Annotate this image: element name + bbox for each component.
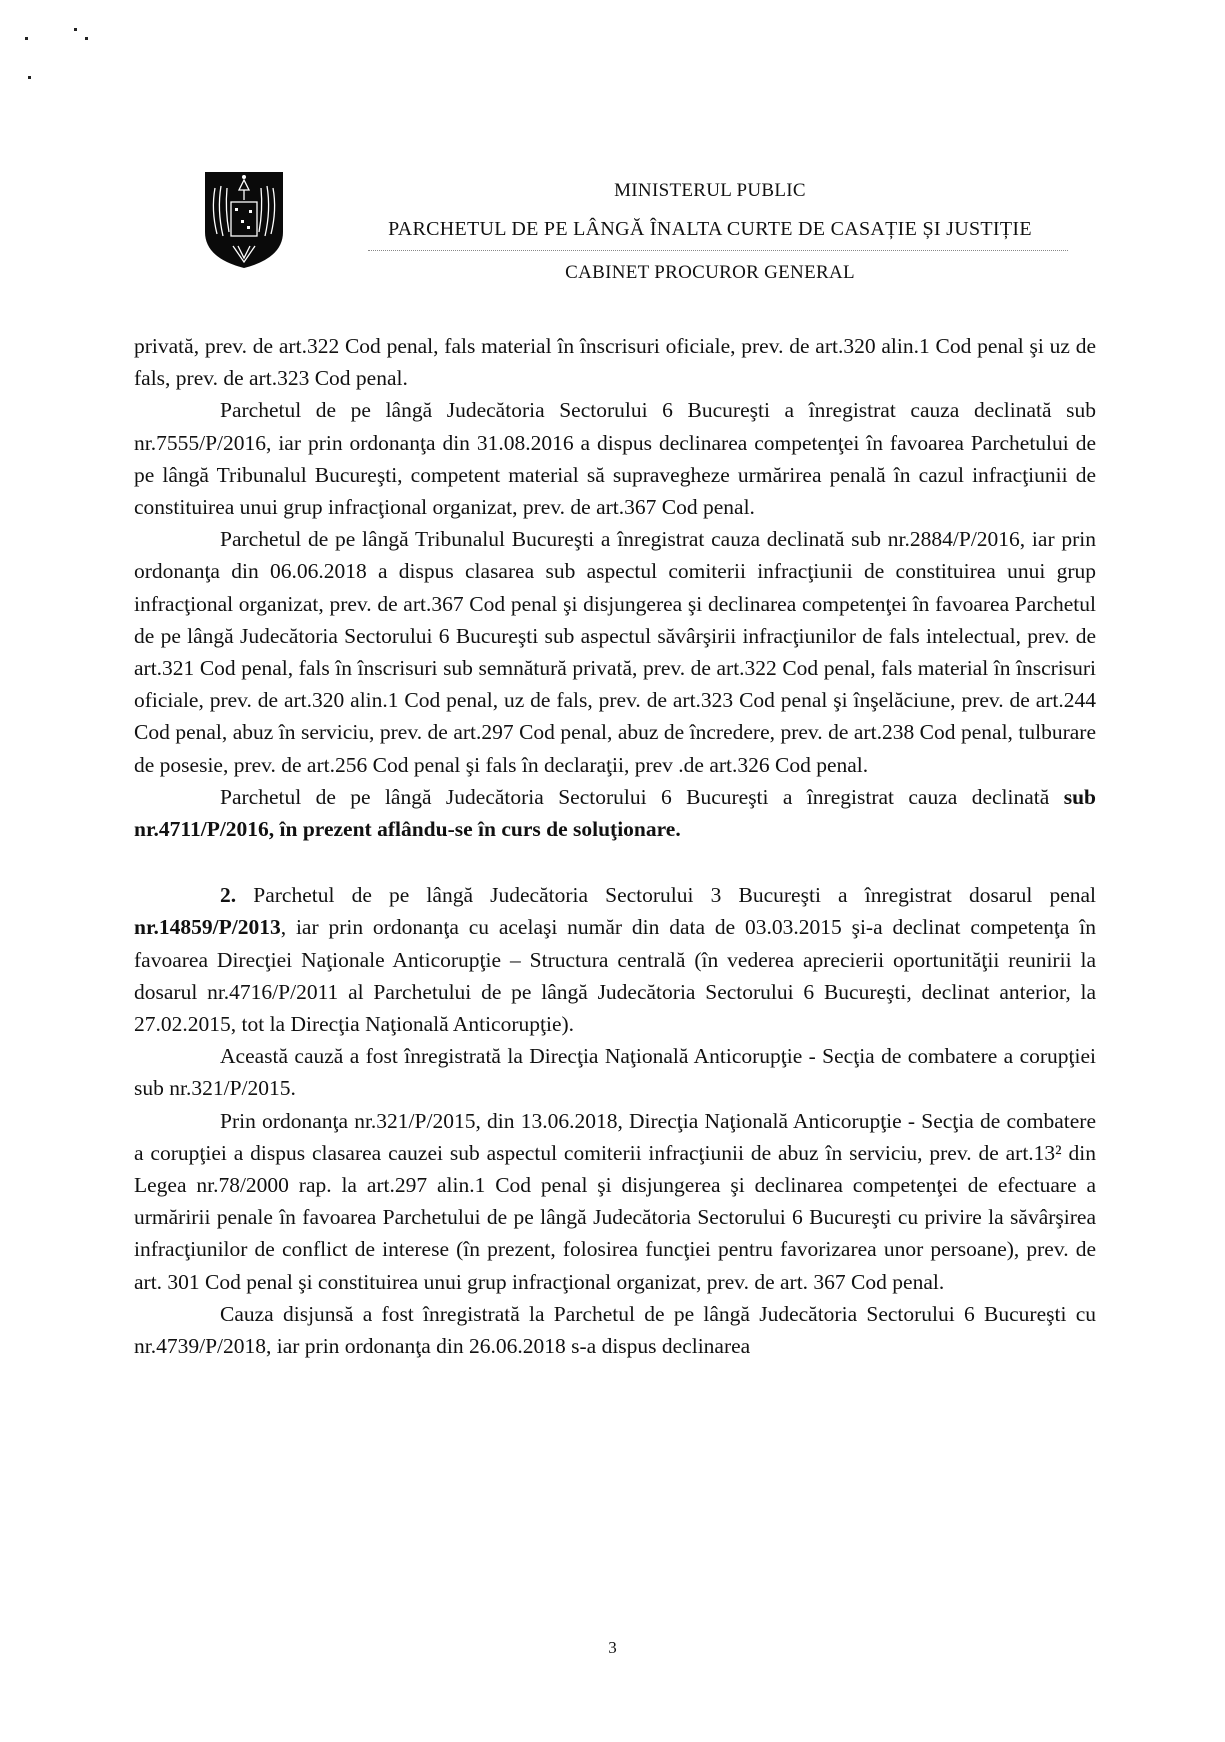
section-gap bbox=[134, 845, 1096, 879]
paragraph: Prin ordonanţa nr.321/P/2015, din 13.06.2018, Direcţia Naţională Anticorupţie - Secţia de combatere a corupţiei a dispus clasarea cauzei sub aspectul comiterii infracţiunii de abuz în serviciu, prev. de art.13² din Legea nr.78/2000 rap. la art.297 alin.1 Cod penal şi disjungerea şi declinarea competenţei de efectuare a urmăririi penale în favoarea Parchetului de pe lângă Judecătoria Sectorului 6 Bucureşti cu privire la săvârşirea infracţiunilor de conflict de interese (în prezent, folosirea funcţiei pentru favorizarea unor persoane), prev. de art. 301 Cod penal şi constituirea unui grup infracţional organizat, prev. de art. 367 Cod penal. bbox=[134, 1108, 1096, 1294]
paragraph-text: Parchetul de pe lângă Judecătoria Sectorului 3 Bucureşti a înregistrat dosarul penal bbox=[236, 883, 1096, 908]
scan-speck bbox=[74, 28, 77, 31]
romanian-coat-of-arms-icon bbox=[203, 170, 285, 270]
document-body bbox=[134, 330, 1096, 1362]
paragraph-text: , iar prin ordonanţa cu acelaşi număr din data de 03.03.2015 şi-a declinat competenţa în favoarea Direcţiei Naţionale Anticorupţie – Structura centrală (în vederea aprecierii oportunităţii reunirii la dosarul nr.4716/P/2011 al Parchetului de pe lângă Judecătoria Sectorului 6 Bucureşti, declinat anterior, la 27.02.2015, tot la Direcţia Naţională Anticorupţie). bbox=[134, 915, 1096, 1037]
paragraph: privată, prev. de art.322 Cod penal, fals material în înscrisuri oficiale, prev. de art.320 alin.1 Cod penal şi uz de fals, prev. de art.323 Cod penal. bbox=[134, 334, 1096, 391]
case-number-bold: nr.14859/P/2013 bbox=[134, 915, 281, 940]
cabinet-name: CABINET PROCUROR GENERAL bbox=[565, 262, 855, 283]
page-number: 3 bbox=[608, 1638, 617, 1657]
scan-speck bbox=[85, 37, 88, 40]
paragraph: Parchetul de pe lângă Judecătoria Sectorului 6 Bucureşti a înregistrat cauza declinată sub nr.7555/P/2016, iar prin ordonanţa din 31.08.2016 a dispus declinarea competenţei în favoarea Parchetului de pe lângă Tribunalul Bucureşti, competent material să supravegheze urmărirea penală în cazul infracţiunii de constituirea unui grup infracţional organizat, prev. de art.367 Cod penal. bbox=[134, 398, 1096, 520]
section-number: 2. bbox=[220, 883, 237, 908]
paragraph: Parchetul de pe lângă Tribunalul Bucureşti a înregistrat cauza declinată sub nr.2884/P/2016, iar prin ordonanţa din 06.06.2018 a dispus clasarea sub aspectul comiterii infracţiunii de constituirea unui grup infracţional organizat, prev. de art.367 Cod penal şi disjungerea şi declinarea competenţei în favoarea Parchetul de pe lângă Judecătoria Sectorului 6 Bucureşti sub aspectul săvârşirii infracţiunilor de fals intelectual, prev. de art.321 Cod penal, fals în înscrisuri sub semnătură privată, prev. de art.322 Cod penal, fals material în înscrisuri oficiale, prev. de art.320 alin.1 Cod penal, uz de fals, prev. de art.323 Cod penal şi înşelăciune, prev. de art.244 Cod penal, abuz în serviciu, prev. de art.297 Cod penal, abuz de încredere, prev. de art.238 Cod penal, tulburare de posesie, prev. de art.256 Cod penal şi fals în declaraţii, prev .de art.326 Cod penal. bbox=[134, 527, 1096, 777]
institution-name: MINISTERUL PUBLIC bbox=[614, 180, 806, 201]
paragraph bbox=[134, 781, 1096, 845]
paragraph: Cauza disjunsă a fost înregistrată la Parchetul de pe lângă Judecătoria Sectorului 6 Bucureşti cu nr.4739/P/2018, iar prin ordonanţa din 26.06.2018 s-a dispus declinarea bbox=[134, 1301, 1096, 1359]
paragraph-text: Parchetul de pe lângă Judecătoria Sectorului 6 Bucureşti a înregistrat cauza declinată bbox=[220, 784, 1064, 809]
scan-speck bbox=[28, 76, 31, 79]
case-status-bold: sub nr.4711/P/2016, în prezent aflându-se în curs de soluţionare. bbox=[134, 784, 1096, 842]
header-divider bbox=[368, 250, 1068, 251]
prosecutor-office-name: PARCHETUL DE PE LÂNGĂ ÎNALTA CURTE DE CASAȚIE ȘI JUSTIȚIE bbox=[388, 218, 1032, 240]
scan-speck bbox=[25, 37, 28, 40]
paragraph: Această cauză a fost înregistrată la Direcţia Naţională Anticorupţie - Secţia de combatere a corupţiei sub nr.321/P/2015. bbox=[134, 1044, 1096, 1101]
paragraph-section-2 bbox=[134, 879, 1096, 1040]
